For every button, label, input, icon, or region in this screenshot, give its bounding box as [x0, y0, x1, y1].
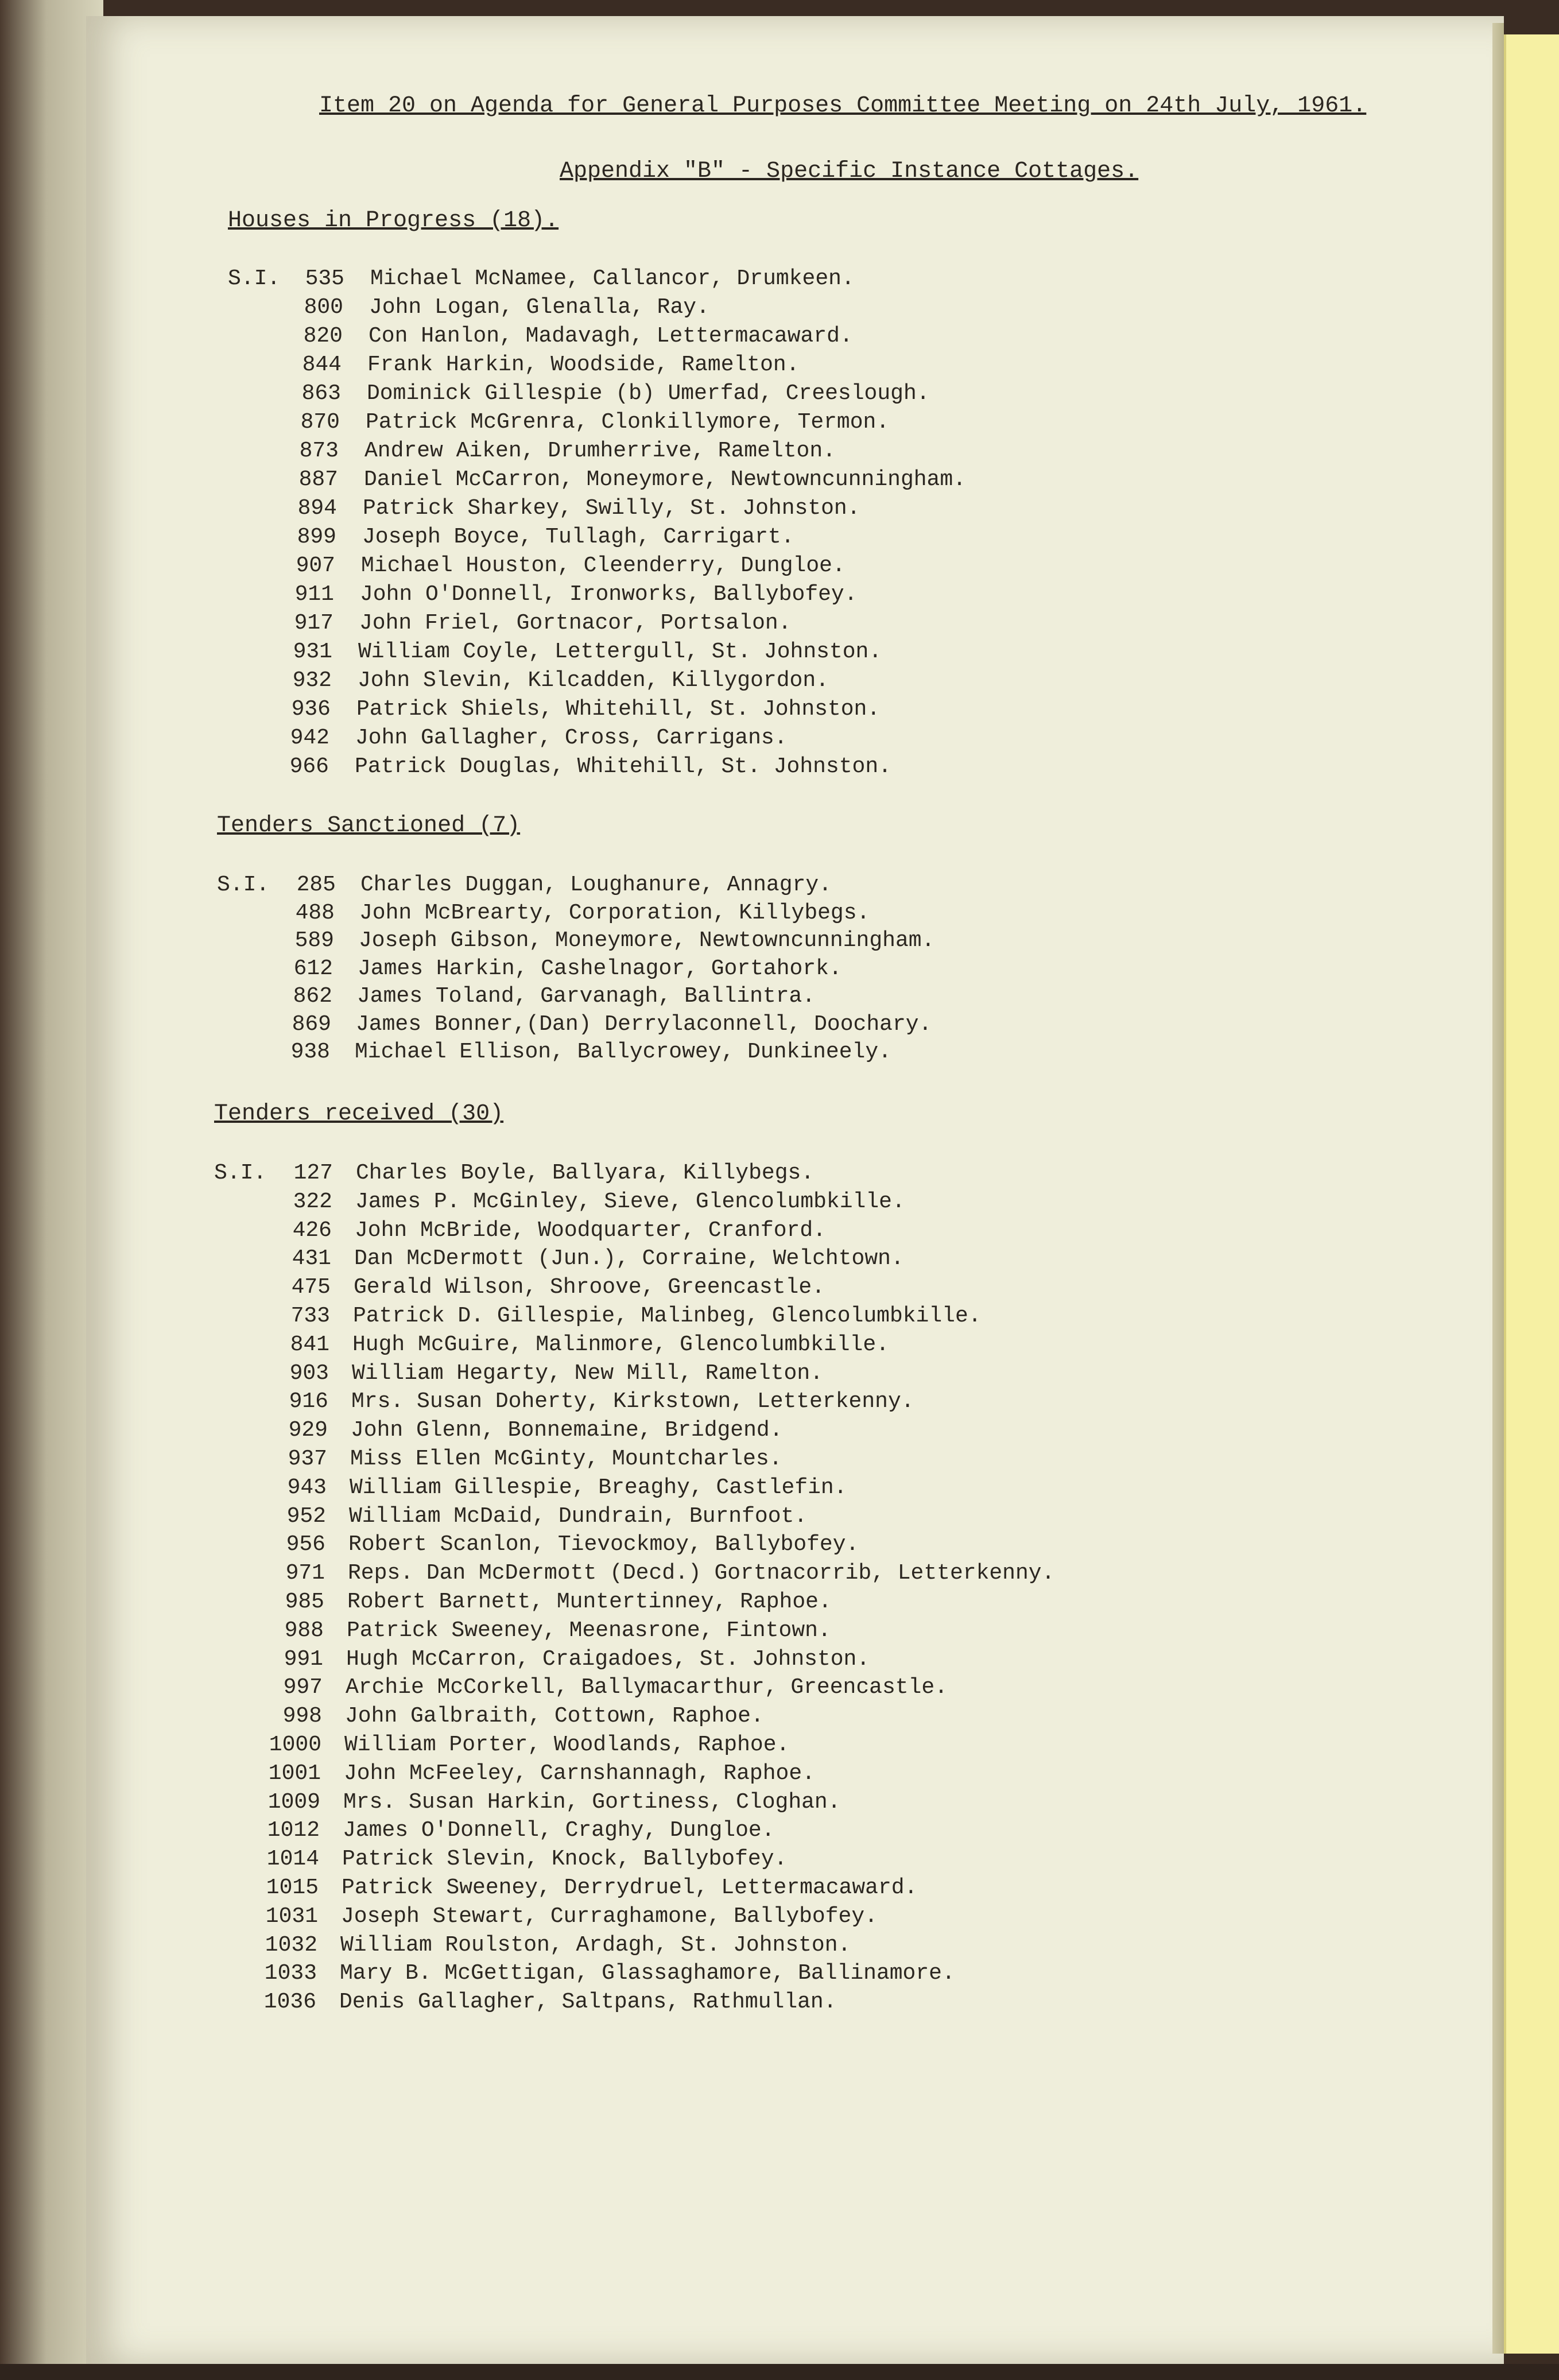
entry-text: Joseph Boyce, Tullagh, Carrigart. [362, 525, 794, 549]
si-number: 1000 [269, 1732, 321, 1757]
entry-text: Patrick D. Gillespie, Malinbeg, Glencolumbkille. [353, 1304, 982, 1328]
si-number: 870 [300, 410, 340, 435]
entry-text: William Hegarty, New Mill, Ramelton. [352, 1360, 823, 1386]
si-number: 938 [290, 1040, 330, 1064]
si-number: 911 [294, 582, 334, 607]
entry-text: Joseph Stewart, Curraghamone, Ballybofey. [341, 1904, 878, 1929]
yellow-divider-tab [1504, 34, 1559, 2354]
si-number: 844 [302, 352, 342, 377]
entry-text: Charles Duggan, Loughanure, Annagry. [360, 873, 832, 897]
entry-text: Patrick Sweeney, Meenasrone, Fintown. [347, 1618, 831, 1643]
entry-text: Robert Scanlon, Tievockmoy, Ballybofey. [348, 1532, 859, 1557]
si-number: 1036 [263, 1990, 316, 2015]
entry-text: James P. McGinley, Sieve, Glencolumbkille. [355, 1189, 905, 1214]
entry-text: Mrs. Susan Harkin, Gortiness, Cloghan. [343, 1789, 841, 1815]
si-number: 988 [284, 1618, 324, 1643]
si-number: 903 [289, 1360, 329, 1386]
si-number: 887 [298, 467, 338, 492]
si-number: 800 [304, 295, 343, 320]
document-subtitle: Appendix "B" - Specific Instance Cottages. [560, 158, 1139, 184]
entry-text: Archie McCorkell, Ballymacarthur, Greencastle. [346, 1675, 948, 1700]
si-number: 894 [297, 496, 337, 521]
si-number: 820 [303, 324, 343, 348]
entry-text: Dominick Gillespie (b) Umerfad, Creeslough. [367, 381, 930, 406]
si-number: 942 [290, 726, 329, 750]
entry-text: William McDaid, Dundrain, Burnfoot. [349, 1503, 808, 1529]
section-heading: Tenders received (30) [214, 1101, 504, 1127]
section-heading: Houses in Progress (18). [228, 208, 559, 234]
si-number: 985 [285, 1590, 324, 1614]
si-number: 1032 [265, 1932, 317, 1958]
entry-text: Hugh McCarron, Craigadoes, St. Johnston. [346, 1646, 870, 1672]
entry-text: William Gillespie, Breaghy, Castlefin. [350, 1475, 847, 1500]
entry-text: John McFeeley, Carnshannagh, Raphoe. [344, 1761, 815, 1786]
entry-text: John Gallagher, Cross, Carrigans. [355, 726, 788, 750]
si-number: 869 [292, 1011, 331, 1037]
entry-text: John Galbraith, Cottown, Raphoe. [345, 1704, 764, 1729]
si-number: 488 [295, 900, 335, 925]
entry-text: Patrick McGrenra, Clonkillymore, Termon. [366, 410, 890, 435]
si-number: 426 [292, 1218, 332, 1243]
entry-text: Miss Ellen McGinty, Mountcharles. [350, 1447, 782, 1471]
si-number: 1001 [268, 1761, 321, 1786]
entry-text: Patrick Sharkey, Swilly, St. Johnston. [363, 496, 860, 521]
entry-text: Robert Barnett, Muntertinney, Raphoe. [347, 1590, 832, 1614]
si-number: 431 [292, 1246, 331, 1272]
si-number: 1009 [267, 1789, 320, 1815]
bottom-band [0, 2364, 1559, 2380]
entry-text: Denis Gallagher, Saltpans, Rathmullan. [339, 1990, 837, 2015]
si-number: 991 [284, 1646, 323, 1672]
si-number: 589 [294, 928, 334, 953]
entry-text: Con Hanlon, Madavagh, Lettermacaward. [369, 324, 853, 348]
entry-text: John McBrearty, Corporation, Killybegs. [359, 900, 870, 925]
entry-text: William Porter, Woodlands, Raphoe. [344, 1732, 790, 1757]
entry-text: James O'Donnell, Craghy, Dungloe. [343, 1818, 775, 1843]
si-number: 998 [282, 1704, 322, 1729]
entry-text: Dan McDermott (Jun.), Corraine, Welchtown. [354, 1246, 904, 1272]
entry-text: William Roulston, Ardagh, St. Johnston. [340, 1932, 851, 1958]
si-number: 127 [293, 1161, 333, 1185]
section-heading: Tenders Sanctioned (7) [217, 813, 521, 839]
si-number: 997 [283, 1675, 323, 1700]
entry-text: Michael McNamee, Callancor, Drumkeen. [370, 266, 855, 291]
entry-text: John Glenn, Bonnemaine, Bridgend. [351, 1418, 783, 1443]
si-number: 943 [287, 1475, 327, 1500]
si-number: 966 [289, 754, 329, 779]
si-number: 862 [293, 984, 332, 1009]
si-number: 937 [288, 1447, 327, 1471]
si-number: 1015 [266, 1875, 319, 1900]
si-number: 956 [286, 1532, 325, 1557]
si-number: 971 [285, 1561, 325, 1586]
entry-text: Mary B. McGettigan, Glassaghamore, Ballinamore. [340, 1961, 955, 1986]
entry-text: Daniel McCarron, Moneymore, Newtowncunningham. [364, 467, 966, 492]
entry-text: John Logan, Glenalla, Ray. [369, 295, 709, 320]
entry-text: Michael Houston, Cleenderry, Dungloe. [361, 553, 846, 578]
entry-text: James Toland, Garvanagh, Ballintra. [357, 984, 816, 1009]
entry-text: Mrs. Susan Doherty, Kirkstown, Letterkenny. [351, 1389, 914, 1414]
si-number: 916 [289, 1389, 328, 1414]
si-prefix: S.I. [228, 266, 281, 291]
entry-text: Hugh McGuire, Malinmore, Glencolumbkille. [352, 1332, 889, 1357]
entry-text: John McBride, Woodquarter, Cranford. [355, 1218, 826, 1243]
si-number: 899 [297, 525, 336, 549]
si-number: 1031 [265, 1904, 318, 1929]
si-number: 932 [292, 668, 332, 693]
si-number: 917 [294, 611, 333, 635]
si-number: 863 [301, 381, 341, 406]
entry-text: Patrick Slevin, Knock, Ballybofey. [342, 1847, 788, 1872]
entry-text: Patrick Sweeney, Derrydruel, Lettermacaward. [342, 1875, 918, 1900]
si-number: 873 [299, 439, 339, 463]
si-number: 929 [288, 1418, 328, 1443]
si-number: 1012 [267, 1818, 320, 1843]
si-number: 285 [296, 873, 336, 897]
si-number: 475 [291, 1275, 331, 1300]
si-number: 952 [286, 1503, 326, 1529]
entry-text: William Coyle, Lettergull, St. Johnston. [358, 639, 882, 664]
entry-text: Charles Boyle, Ballyara, Killybegs. [356, 1161, 815, 1185]
si-number: 535 [305, 266, 344, 291]
si-prefix: S.I. [214, 1161, 267, 1185]
si-number: 733 [290, 1304, 330, 1328]
si-number: 936 [291, 697, 331, 722]
entry-text: James Harkin, Cashelnagor, Gortahork. [358, 956, 842, 981]
entry-text: John O'Donnell, Ironworks, Ballybofey. [360, 582, 858, 607]
si-prefix: S.I. [217, 873, 270, 897]
si-number: 612 [293, 956, 333, 981]
page-edge [1492, 23, 1504, 2354]
si-number: 322 [293, 1189, 332, 1214]
document-title: Item 20 on Agenda for General Purposes Committee Meeting on 24th July, 1961. [319, 93, 1367, 119]
entry-text: Gerald Wilson, Shroove, Greencastle. [354, 1275, 825, 1300]
entry-text: Andrew Aiken, Drumherrive, Ramelton. [364, 439, 836, 463]
si-number: 931 [293, 639, 332, 664]
entry-text: John Slevin, Kilcadden, Killygordon. [358, 668, 829, 693]
entry-text: John Friel, Gortnacor, Portsalon. [359, 611, 792, 635]
entry-text: Frank Harkin, Woodside, Ramelton. [367, 352, 800, 377]
entry-text: Joseph Gibson, Moneymore, Newtowncunningham. [359, 928, 935, 953]
entry-text: Michael Ellison, Ballycrowey, Dunkineely. [355, 1040, 891, 1064]
si-number: 1033 [264, 1961, 317, 1986]
entry-text: Patrick Shiels, Whitehill, St. Johnston. [356, 697, 881, 722]
si-number: 1014 [266, 1847, 319, 1872]
si-number: 841 [290, 1332, 329, 1357]
entry-text: Patrick Douglas, Whitehill, St. Johnston. [355, 754, 891, 779]
entry-text: James Bonner,(Dan) Derrylaconnell, Doochary. [356, 1011, 932, 1037]
si-number: 907 [296, 553, 335, 578]
entry-text: Reps. Dan McDermott (Decd.) Gortnacorrib, Letterkenny. [348, 1561, 1055, 1586]
